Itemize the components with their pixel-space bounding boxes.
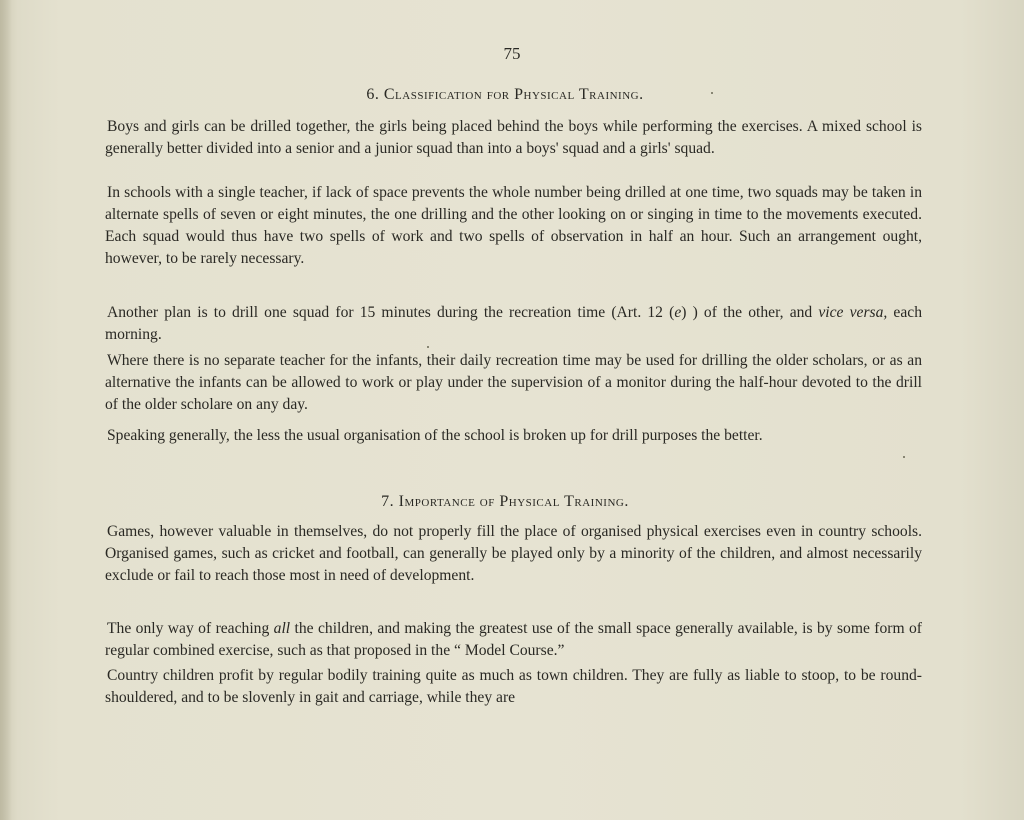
paragraph-text: ) ) of the other, and bbox=[681, 304, 819, 321]
section-heading-importance: 7. Importance of Physical Training. bbox=[381, 493, 629, 510]
paragraph-no-separate-teacher: Where there is no separate teacher for the infants, their daily recreation time may be used for drilling the older scholars, or as an alternative the infants can be allowed to work or play under the supervision of a monitor during the half-hour devoted to the drill of the older scholare on any day. bbox=[105, 352, 922, 413]
page-binding-shadow bbox=[0, 0, 12, 820]
italic-text: all bbox=[273, 620, 291, 637]
paragraph-text: Another plan is to drill one squad for 15 minutes during the recreation time (Art. 12 ( bbox=[107, 304, 675, 321]
section-heading-classification: 6. Classification for Physical Training. bbox=[366, 86, 644, 103]
paragraph-text: the children, and making the greatest use of the small space generally available, is by some form of regular combined exercise, such as that proposed in the “ Model Course.” bbox=[105, 620, 923, 659]
paragraph-another-plan bbox=[105, 302, 922, 346]
paragraph-single-teacher: In schools with a single teacher, if lack of space prevents the whole number being drilled at one time, two squads may be taken in alternate spells of seven or eight minutes, the one drilling and the other looking on or singing in time to the movements executed. Each squad would thus have two spells of work and two spells of observation in half an hour. Such an arrangement ought, however, to be rarely necessary. bbox=[105, 184, 922, 267]
paragraph-games: Games, however valuable in themselves, do not properly fill the place of organised physical exercises even in country schools. Organised games, such as cricket and football, can generally be played only by a minority of the children, and almost necessarily exclude or fail to reach those most in need of development. bbox=[105, 523, 922, 584]
paragraph-text: each morning. bbox=[105, 304, 922, 343]
italic-text: vice versa, bbox=[818, 304, 888, 321]
paragraph-speaking-generally: Speaking generally, the less the usual organisation of the school is broken up for drill purposes the better. bbox=[107, 427, 763, 444]
paper-speck bbox=[903, 456, 905, 458]
paragraph-only-way bbox=[105, 618, 922, 662]
italic-text: e bbox=[674, 304, 682, 321]
paragraph-country-children: Country children profit by regular bodily training quite as much as town children. They are fully as liable to stoop, to be round-shouldered, and to be slovenly in gait and carriage, while they are bbox=[105, 667, 922, 706]
paper-speck bbox=[427, 346, 429, 348]
page-number: 75 bbox=[503, 44, 521, 63]
paper-speck bbox=[711, 92, 713, 94]
paragraph-boys-and-girls: Boys and girls can be drilled together, the girls being placed behind the boys while performing the exercises. A mixed school is generally better divided into a senior and a junior squad than into a boys' squad and a girls' squad. bbox=[105, 118, 922, 157]
paragraph-text: The only way of reaching bbox=[107, 620, 274, 637]
